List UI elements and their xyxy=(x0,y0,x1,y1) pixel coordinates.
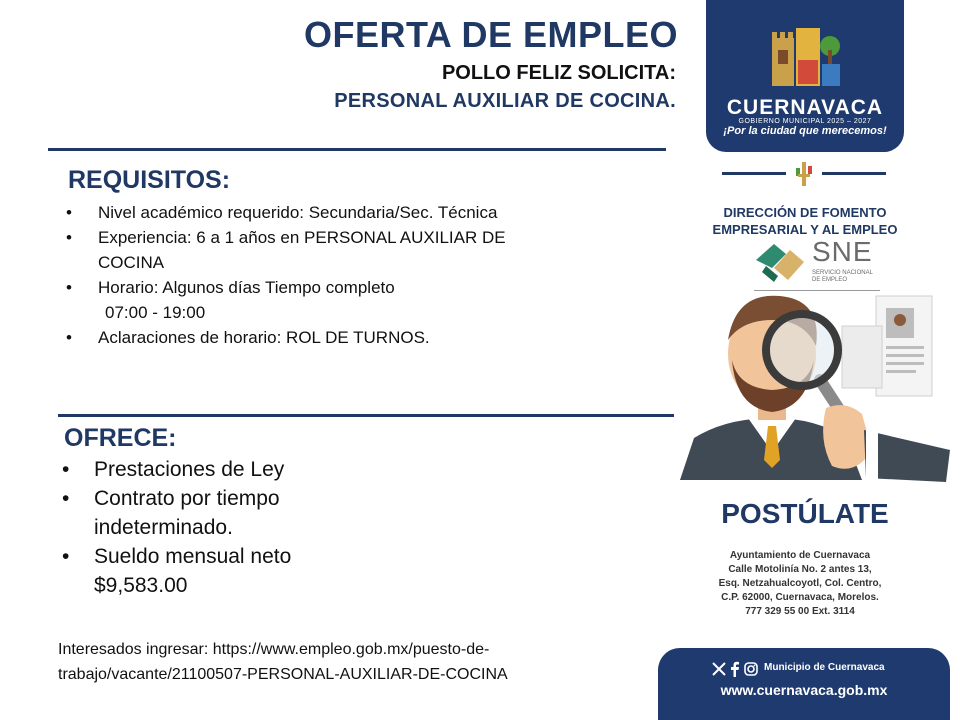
list-item: • Sueldo mensual neto xyxy=(62,545,292,568)
city-coat-of-arms-icon xyxy=(768,20,842,90)
address-org: Ayuntamiento de Cuernavaca xyxy=(729,550,871,561)
ornament-divider xyxy=(722,160,886,188)
handshake-logo-icon xyxy=(752,238,808,286)
cactus-ornament-icon xyxy=(792,160,816,188)
city-badge xyxy=(706,0,904,152)
address-phone: 777 329 55 00 Ext. 3114 xyxy=(745,606,855,617)
ornament-line-right xyxy=(822,172,886,175)
sne-subtitle-1: SERVICIO NACIONAL xyxy=(812,270,873,276)
sne-subtitle-2: DE EMPLEO xyxy=(812,277,848,283)
requirements-heading: REQUISITOS: xyxy=(68,166,231,194)
list-item-continuation: $9,583.00 xyxy=(94,574,188,597)
website-link[interactable]: www.cuernavaca.gob.mx xyxy=(720,682,888,698)
address-block xyxy=(680,549,920,619)
requirements-list xyxy=(66,200,626,350)
company-line: POLLO FELIZ SOLICITA: xyxy=(441,62,676,84)
contact-bar xyxy=(658,648,950,720)
apply-line-2: trabajo/vacante/21100507-PERSONAL-AUXILIAR-DE-COCINA xyxy=(58,666,508,683)
city-name: CUERNAVACA xyxy=(726,96,884,119)
city-slogan: ¡Por la ciudad que merecemos! xyxy=(723,125,887,137)
address-line: C.P. 62000, Cuernavaca, Morelos. xyxy=(721,592,879,603)
agency-line-1: DIRECCIÓN DE FOMENTO xyxy=(723,205,887,220)
apply-instructions xyxy=(58,637,638,687)
recruiter-magnifier-illustration xyxy=(676,290,956,482)
address-line: Esq. Netzahualcoyotl, Col. Centro, xyxy=(718,578,882,589)
apply-cta: POSTÚLATE xyxy=(721,498,889,529)
apply-line-1: Interesados ingresar: https://www.empleo.gob.mx/puesto-de- xyxy=(58,641,490,658)
x-social-icon[interactable] xyxy=(712,662,726,676)
list-item: • Contrato por tiempo xyxy=(62,487,280,510)
offers-heading: OFRECE: xyxy=(64,424,177,452)
list-item-continuation: 07:00 - 19:00 xyxy=(105,303,206,322)
list-item-continuation: indeterminado. xyxy=(94,516,233,539)
instagram-icon[interactable] xyxy=(744,662,758,676)
resume-document-icon xyxy=(876,296,932,396)
sne-logo-text: SNE xyxy=(812,236,873,267)
social-handle: Municipio de Cuernavaca xyxy=(764,662,885,673)
list-item: • Nivel académico requerido: Secundaria/Sec. Técnica xyxy=(66,203,498,222)
agency-line-2: EMPRESARIAL Y AL EMPLEO xyxy=(712,222,898,237)
offers-list xyxy=(60,455,440,600)
sne-subtitle xyxy=(812,270,873,284)
divider-middle xyxy=(58,414,674,417)
list-item: • Horario: Algunos días Tiempo completo xyxy=(66,278,395,297)
position-line: PERSONAL AUXILIAR DE COCINA. xyxy=(334,90,676,112)
ornament-line-left xyxy=(722,172,786,175)
address-line: Calle Motolinía No. 2 antes 13, xyxy=(728,564,872,575)
list-item: • Aclaraciones de horario: ROL DE TURNOS. xyxy=(66,328,430,347)
page-title: OFERTA DE EMPLEO xyxy=(303,14,678,55)
list-item-continuation: COCINA xyxy=(98,253,165,272)
agency-name xyxy=(690,204,920,238)
divider-top xyxy=(48,148,666,151)
list-item: • Prestaciones de Ley xyxy=(62,458,285,481)
government-period: GOBIERNO MUNICIPAL 2025 – 2027 xyxy=(738,118,872,125)
facebook-icon[interactable] xyxy=(730,661,740,677)
list-item: • Experiencia: 6 a 1 años en PERSONAL AUXILIAR DE xyxy=(66,228,506,247)
